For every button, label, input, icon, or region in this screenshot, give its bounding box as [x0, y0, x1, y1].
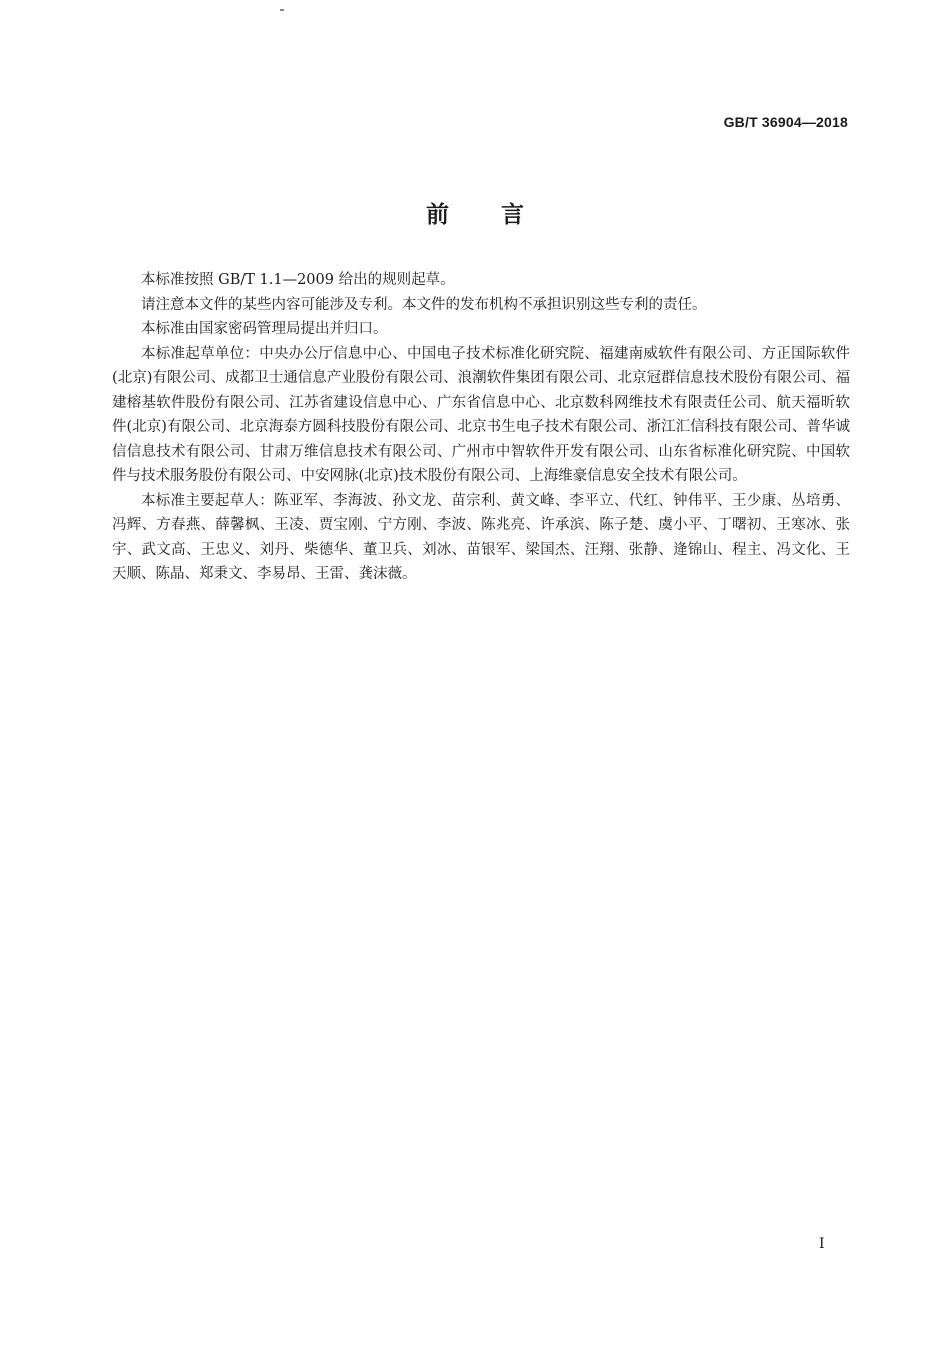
paragraph-patent-notice: 请注意本文件的某些内容可能涉及专利。本文件的发布机构不承担识别这些专利的责任。 — [141, 296, 707, 313]
foreword-body — [112, 268, 850, 587]
paragraph-drafters: 本标准主要起草人：陈亚军、李海波、孙文龙、苗宗利、黄文峰、李平立、代红、钟伟平、王少康、丛培勇、冯辉、方春燕、薛馨枫、王凌、贾宝刚、宁方刚、李波、陈兆亮、许承滨、陈子楚、虞小平、丁曙初、王寒冰、张宇、武文高、王忠义、刘丹、柴德华、董卫兵、刘冰、苗银军、梁国杰、汪翔、张静、逄锦山、程主、冯文化、王天顺、陈晶、郑秉文、李易昂、王雷、龚沫薇。 — [112, 492, 850, 582]
paragraph-proposer: 本标准由国家密码管理局提出并归口。 — [141, 321, 388, 337]
paragraph-drafting-rules: 本标准按照 GB/T 1.1—2009 给出的规则起草。 — [141, 272, 455, 288]
standard-code: GB/T 36904—2018 — [723, 114, 848, 130]
paragraph-drafting-units: 本标准起草单位：中央办公厅信息中心、中国电子技术标准化研究院、福建南威软件有限公司、方正国际软件(北京)有限公司、成都卫士通信息产业股份有限公司、浪潮软件集团有限公司、北京冠群信息技术股份有限公司、福建榕基软件股份有限公司、江苏省建设信息中心、广东省信息中心、北京数科网维技术有限责任公司、航天福昕软件(北京)有限公司、北京海泰方圆科技股份有限公司、北京书生电子技术有限公司、浙江汇信科技有限公司、普华诚信信息技术有限公司、甘肃万维信息技术有限公司、广州市中智软件开发有限公司、山东省标准化研究院、中国软件与技术服务股份有限公司、中安网脉(北京)技术股份有限公司、上海维豪信息安全技术有限公司。 — [112, 345, 850, 484]
page-number: I — [819, 1236, 825, 1252]
scan-artifact — [280, 9, 284, 11]
page-title: 前言 — [426, 202, 576, 228]
